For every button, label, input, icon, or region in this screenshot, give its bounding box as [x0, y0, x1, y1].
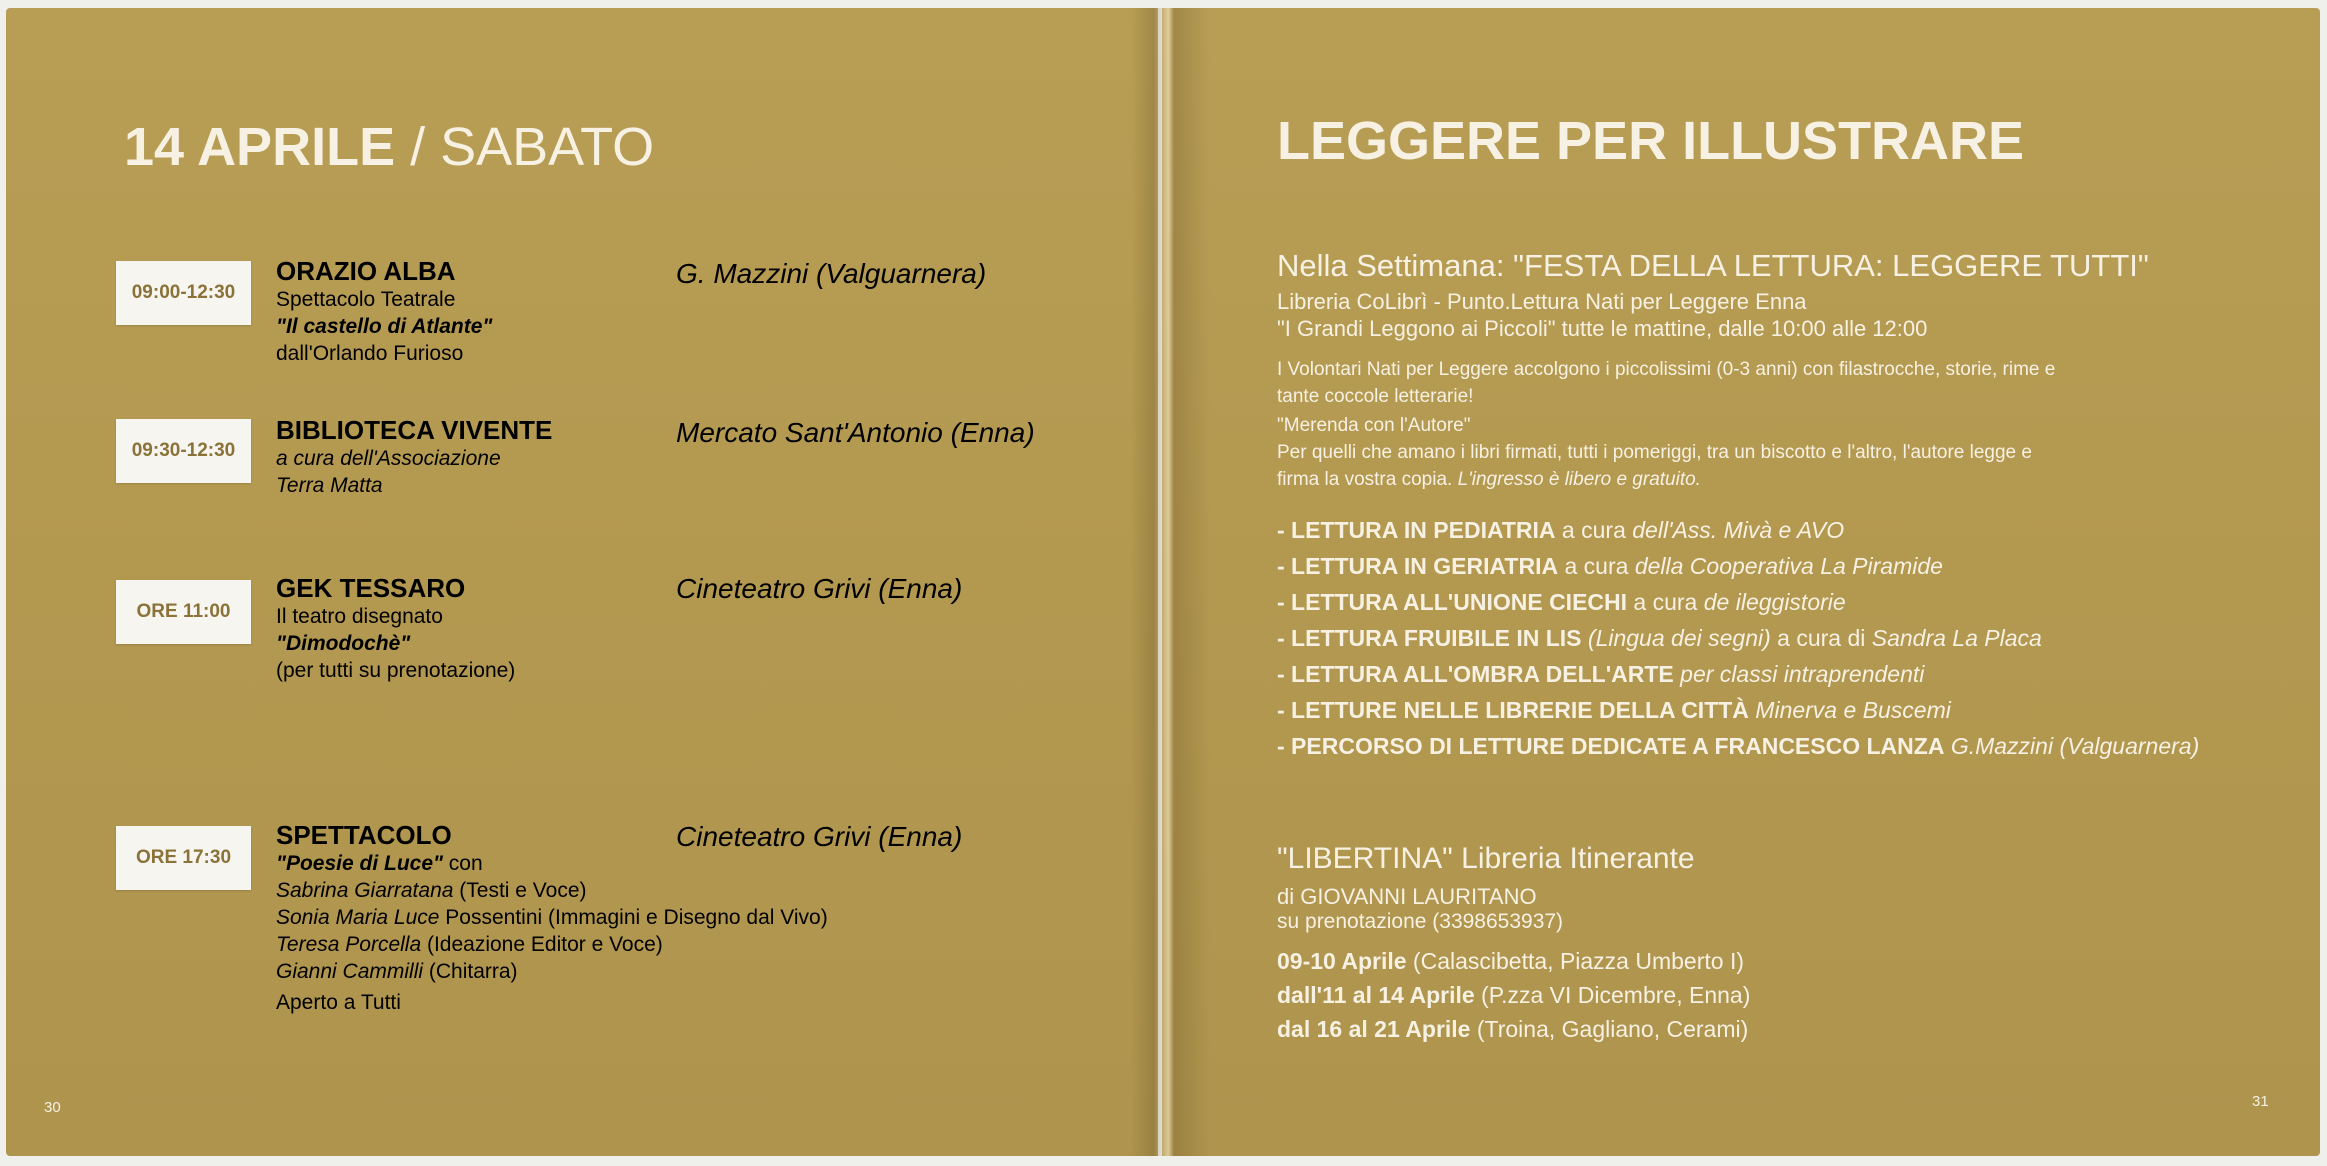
- time-badge: ORE 11:00: [116, 580, 251, 644]
- list-item-detail: (Lingua dei segni): [1587, 625, 1771, 651]
- date-item: [1277, 944, 1750, 978]
- event-desc: dall'Orlando Furioso: [276, 342, 464, 365]
- paragraph-line: Per quelli che amano i libri firmati, tutti i pomeriggi, tra un biscotto e l'altro, l'autore legge e: [1277, 442, 2032, 463]
- date-item: [1277, 978, 1750, 1012]
- time-badge: 09:30-12:30: [116, 419, 251, 483]
- list-item-detail: G.Mazzini (Valguarnera): [1950, 733, 2200, 759]
- paragraph-line: I Volontari Nati per Leggere accolgono i piccolissimi (0-3 anni) con filastrocche, storie, rime e: [1277, 359, 2056, 380]
- tour-dates: [1277, 944, 1750, 1046]
- title-day: / SABATO: [395, 117, 655, 177]
- list-item-text: a cura di: [1770, 625, 1872, 651]
- event-name: GEK TESSARO: [276, 573, 466, 603]
- list-item-detail: Sandra La Placa: [1871, 625, 2042, 651]
- credit-role: (Testi e Voce): [453, 879, 587, 902]
- list-item-text: a cura: [1627, 589, 1704, 615]
- list-item: [1277, 620, 2199, 656]
- event-desc-line: [276, 850, 828, 877]
- credit-role: (Ideazione Editor e Voce): [421, 933, 663, 956]
- subheading: "I Grandi Leggono ai Piccoli" tutte le mattine, dalle 10:00 alle 12:00: [1277, 316, 1928, 341]
- left-page-title: [124, 116, 654, 178]
- libertina-booking: su prenotazione (3398653937): [1277, 910, 1564, 933]
- list-item-title: - LETTURA FRUIBILE IN LIS: [1277, 625, 1582, 651]
- list-item-detail: Minerva e Buscemi: [1755, 697, 1951, 723]
- page-number: 31: [2252, 1093, 2269, 1110]
- event-desc: Terra Matta: [276, 474, 383, 497]
- credit-role: (Chitarra): [423, 960, 518, 983]
- book-gutter: [1130, 8, 1210, 1156]
- date-range: dal 16 al 21 Aprile: [1277, 1016, 1471, 1042]
- event-desc: a cura dell'Associazione: [276, 447, 501, 470]
- event-footer: Aperto a Tutti: [276, 991, 401, 1014]
- list-item: [1277, 692, 2199, 728]
- list-item-text: a cura: [1555, 517, 1633, 543]
- event-work: "Il castello di Atlante": [276, 315, 493, 338]
- credit-name: Sabrina Giarratana: [276, 879, 454, 902]
- event-work: "Dimodochè": [276, 632, 411, 655]
- event-desc: Il teatro disegnato: [276, 605, 443, 628]
- list-item: [1277, 512, 2199, 548]
- list-item-detail: della Cooperativa La Piramide: [1634, 553, 1943, 579]
- list-item-text: a cura: [1558, 553, 1635, 579]
- date-location: (Troina, Gagliano, Cerami): [1470, 1016, 1749, 1042]
- event-venue: Cineteatro Grivi (Enna): [676, 573, 963, 604]
- credit-line: [276, 904, 828, 931]
- credit-name: Teresa Porcella: [276, 933, 422, 956]
- libertina-title: "LIBERTINA" Libreria Itinerante: [1277, 842, 1695, 875]
- credit-name: Gianni Cammilli: [276, 960, 424, 983]
- event-desc: (per tutti su prenotazione): [276, 659, 516, 682]
- event-name: SPETTACOLO: [276, 820, 452, 850]
- time-badge: 09:00-12:30: [116, 261, 251, 325]
- event-work: "Poesie di Luce": [276, 852, 443, 875]
- date-item: [1277, 1012, 1750, 1046]
- event-entry: [276, 256, 492, 367]
- date-location: (P.zza VI Dicembre, Enna): [1474, 982, 1751, 1008]
- paragraph-line: [1277, 466, 2032, 493]
- merenda-heading: "Merenda con l'Autore": [1277, 415, 1471, 436]
- list-item: [1277, 548, 2199, 584]
- credit-line: [276, 931, 828, 958]
- event-entry: [276, 573, 515, 684]
- week-heading: Nella Settimana: "FESTA DELLA LETTURA: LEGGERE TUTTI": [1277, 248, 2149, 283]
- event-venue: Mercato Sant'Antonio (Enna): [676, 417, 1035, 448]
- right-page-title: LEGGERE PER ILLUSTRARE: [1277, 111, 2025, 171]
- event-name: ORAZIO ALBA: [276, 256, 456, 286]
- list-item-title: - LETTURA IN GERIATRIA: [1277, 553, 1559, 579]
- list-item-title: - LETTURA ALL'UNIONE CIECHI: [1277, 589, 1628, 615]
- reading-list: [1277, 512, 2199, 764]
- credit-line: [276, 877, 828, 904]
- list-item: [1277, 728, 2199, 764]
- credit-line: [276, 958, 828, 985]
- paragraph-italic: L'ingresso è libero e gratuito.: [1457, 469, 1701, 490]
- paragraph: [1277, 439, 2032, 493]
- paragraph-text: firma la vostra copia.: [1277, 469, 1458, 490]
- list-item-title: - LETTURE NELLE LIBRERIE DELLA CITTÀ: [1277, 697, 1749, 723]
- list-item-title: - LETTURA IN PEDIATRIA: [1277, 517, 1556, 543]
- libertina-author: di GIOVANNI LAURITANO: [1277, 884, 1537, 909]
- event-desc: Spettacolo Teatrale: [276, 288, 456, 311]
- credit-name: Sonia Maria Luce: [276, 906, 440, 929]
- title-date: 14 APRILE: [124, 117, 396, 177]
- credit-role: Possentini (Immagini e Disegno dal Vivo): [439, 906, 828, 929]
- date-range: 09-10 Aprile: [1277, 948, 1407, 974]
- subheading: Libreria CoLibrì - Punto.Lettura Nati per Leggere Enna: [1277, 289, 1807, 314]
- list-item-detail: de ileggistorie: [1703, 589, 1846, 615]
- list-item: [1277, 584, 2199, 620]
- list-item-title: - LETTURA ALL'OMBRA DELL'ARTE: [1277, 661, 1674, 687]
- event-name: BIBLIOTECA VIVENTE: [276, 415, 553, 445]
- paragraph-line: tante coccole letterarie!: [1277, 386, 1474, 407]
- date-location: (Calascibetta, Piazza Umberto I): [1406, 948, 1744, 974]
- list-item-title: - PERCORSO DI LETTURE DEDICATE A FRANCESCO LANZA: [1277, 733, 1945, 759]
- paragraph: [1277, 356, 2055, 410]
- event-desc: con: [442, 852, 483, 875]
- date-range: dall'11 al 14 Aprile: [1277, 982, 1475, 1008]
- time-badge: ORE 17:30: [116, 826, 251, 890]
- event-venue: Cineteatro Grivi (Enna): [676, 821, 963, 852]
- list-item-detail: dell'Ass. Mivà e AVO: [1632, 517, 1845, 543]
- list-item-detail: per classi intraprendenti: [1680, 661, 1925, 687]
- page-number: 30: [44, 1099, 61, 1116]
- event-entry: [276, 415, 552, 499]
- event-venue: G. Mazzini (Valguarnera): [676, 258, 987, 289]
- list-item: [1277, 656, 2199, 692]
